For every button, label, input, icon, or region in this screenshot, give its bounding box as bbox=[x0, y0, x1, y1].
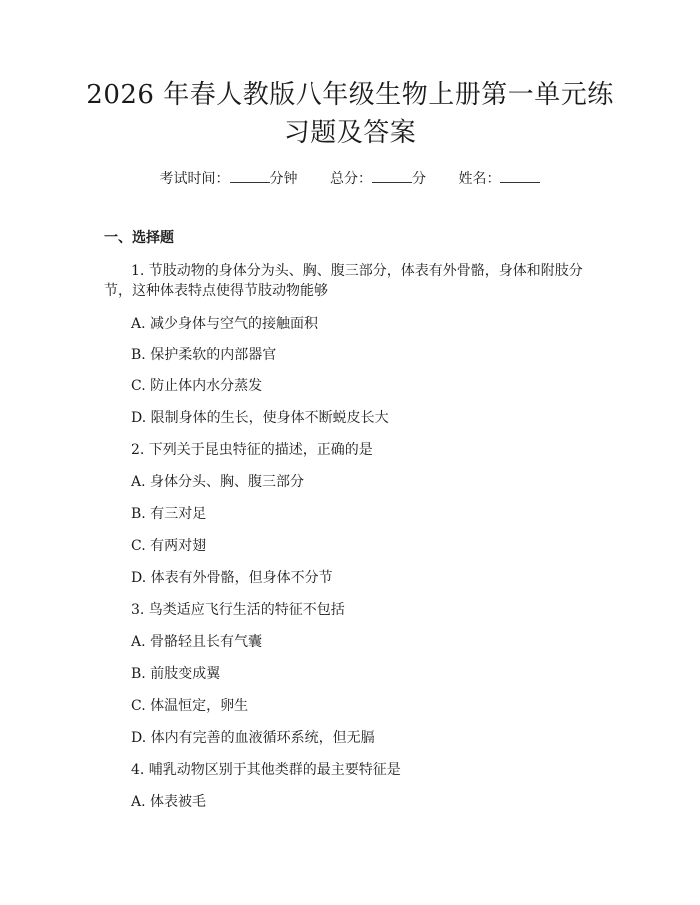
question-3-option-b: B. 前肢变成翼 bbox=[131, 666, 221, 682]
question-2-stem: 2. 下列关于昆虫特征的描述，正确的是 bbox=[131, 442, 373, 458]
total-score-label: 总分： bbox=[330, 171, 372, 187]
student-name-field bbox=[458, 171, 540, 187]
exam-time-field bbox=[160, 171, 302, 187]
question-3-option-a: A. 骨骼轻且长有气囊 bbox=[131, 634, 263, 650]
question-3-stem: 3. 鸟类适应飞行生活的特征不包括 bbox=[131, 602, 345, 618]
exam-time-blank bbox=[230, 168, 270, 183]
exam-info-row bbox=[0, 168, 700, 189]
question-2-option-a: A. 身体分头、胸、腹三部分 bbox=[131, 474, 305, 490]
section-heading: 一、选择题 bbox=[104, 230, 174, 246]
question-1-stem-line-2: 节，这种体表特点使得节肢动物能够 bbox=[104, 283, 328, 299]
question-3-option-d: D. 体内有完善的血液循环系统，但无膈 bbox=[131, 730, 375, 746]
question-4-option-a: A. 体表被毛 bbox=[131, 794, 207, 810]
question-4-stem: 4. 哺乳动物区别于其他类群的最主要特征是 bbox=[131, 762, 401, 778]
question-1-option-a: A. 减少身体与空气的接触面积 bbox=[131, 316, 319, 332]
question-2-option-b: B. 有三对足 bbox=[131, 506, 207, 522]
student-name-label: 姓名： bbox=[458, 171, 501, 187]
question-2-option-d: D. 体表有外骨骼，但身体不分节 bbox=[131, 570, 333, 586]
question-3-option-c: C. 体温恒定，卵生 bbox=[131, 698, 249, 714]
total-score-unit: 分 bbox=[412, 171, 426, 187]
exam-time-label: 考试时间： bbox=[159, 171, 230, 187]
question-1-stem-line-1: 1. 节肢动物的身体分为头、胸、腹三部分，体表有外骨骼，身体和附肢分 bbox=[131, 263, 583, 279]
title-line-1: 2026 年春人教版八年级生物上册第一单元练 bbox=[86, 80, 614, 110]
student-name-blank bbox=[500, 168, 540, 183]
question-1-option-c: C. 防止体内水分蒸发 bbox=[131, 378, 263, 394]
question-1-option-d: D. 限制身体的生长，使身体不断蜕皮长大 bbox=[131, 410, 389, 426]
question-1-option-b: B. 保护柔软的内部器官 bbox=[131, 347, 277, 363]
total-score-blank bbox=[372, 168, 412, 183]
total-score-field bbox=[330, 171, 430, 187]
document-title bbox=[60, 76, 640, 152]
question-2-option-c: C. 有两对翅 bbox=[131, 538, 207, 554]
title-line-2: 习题及答案 bbox=[283, 118, 417, 148]
exam-time-unit: 分钟 bbox=[269, 171, 298, 187]
